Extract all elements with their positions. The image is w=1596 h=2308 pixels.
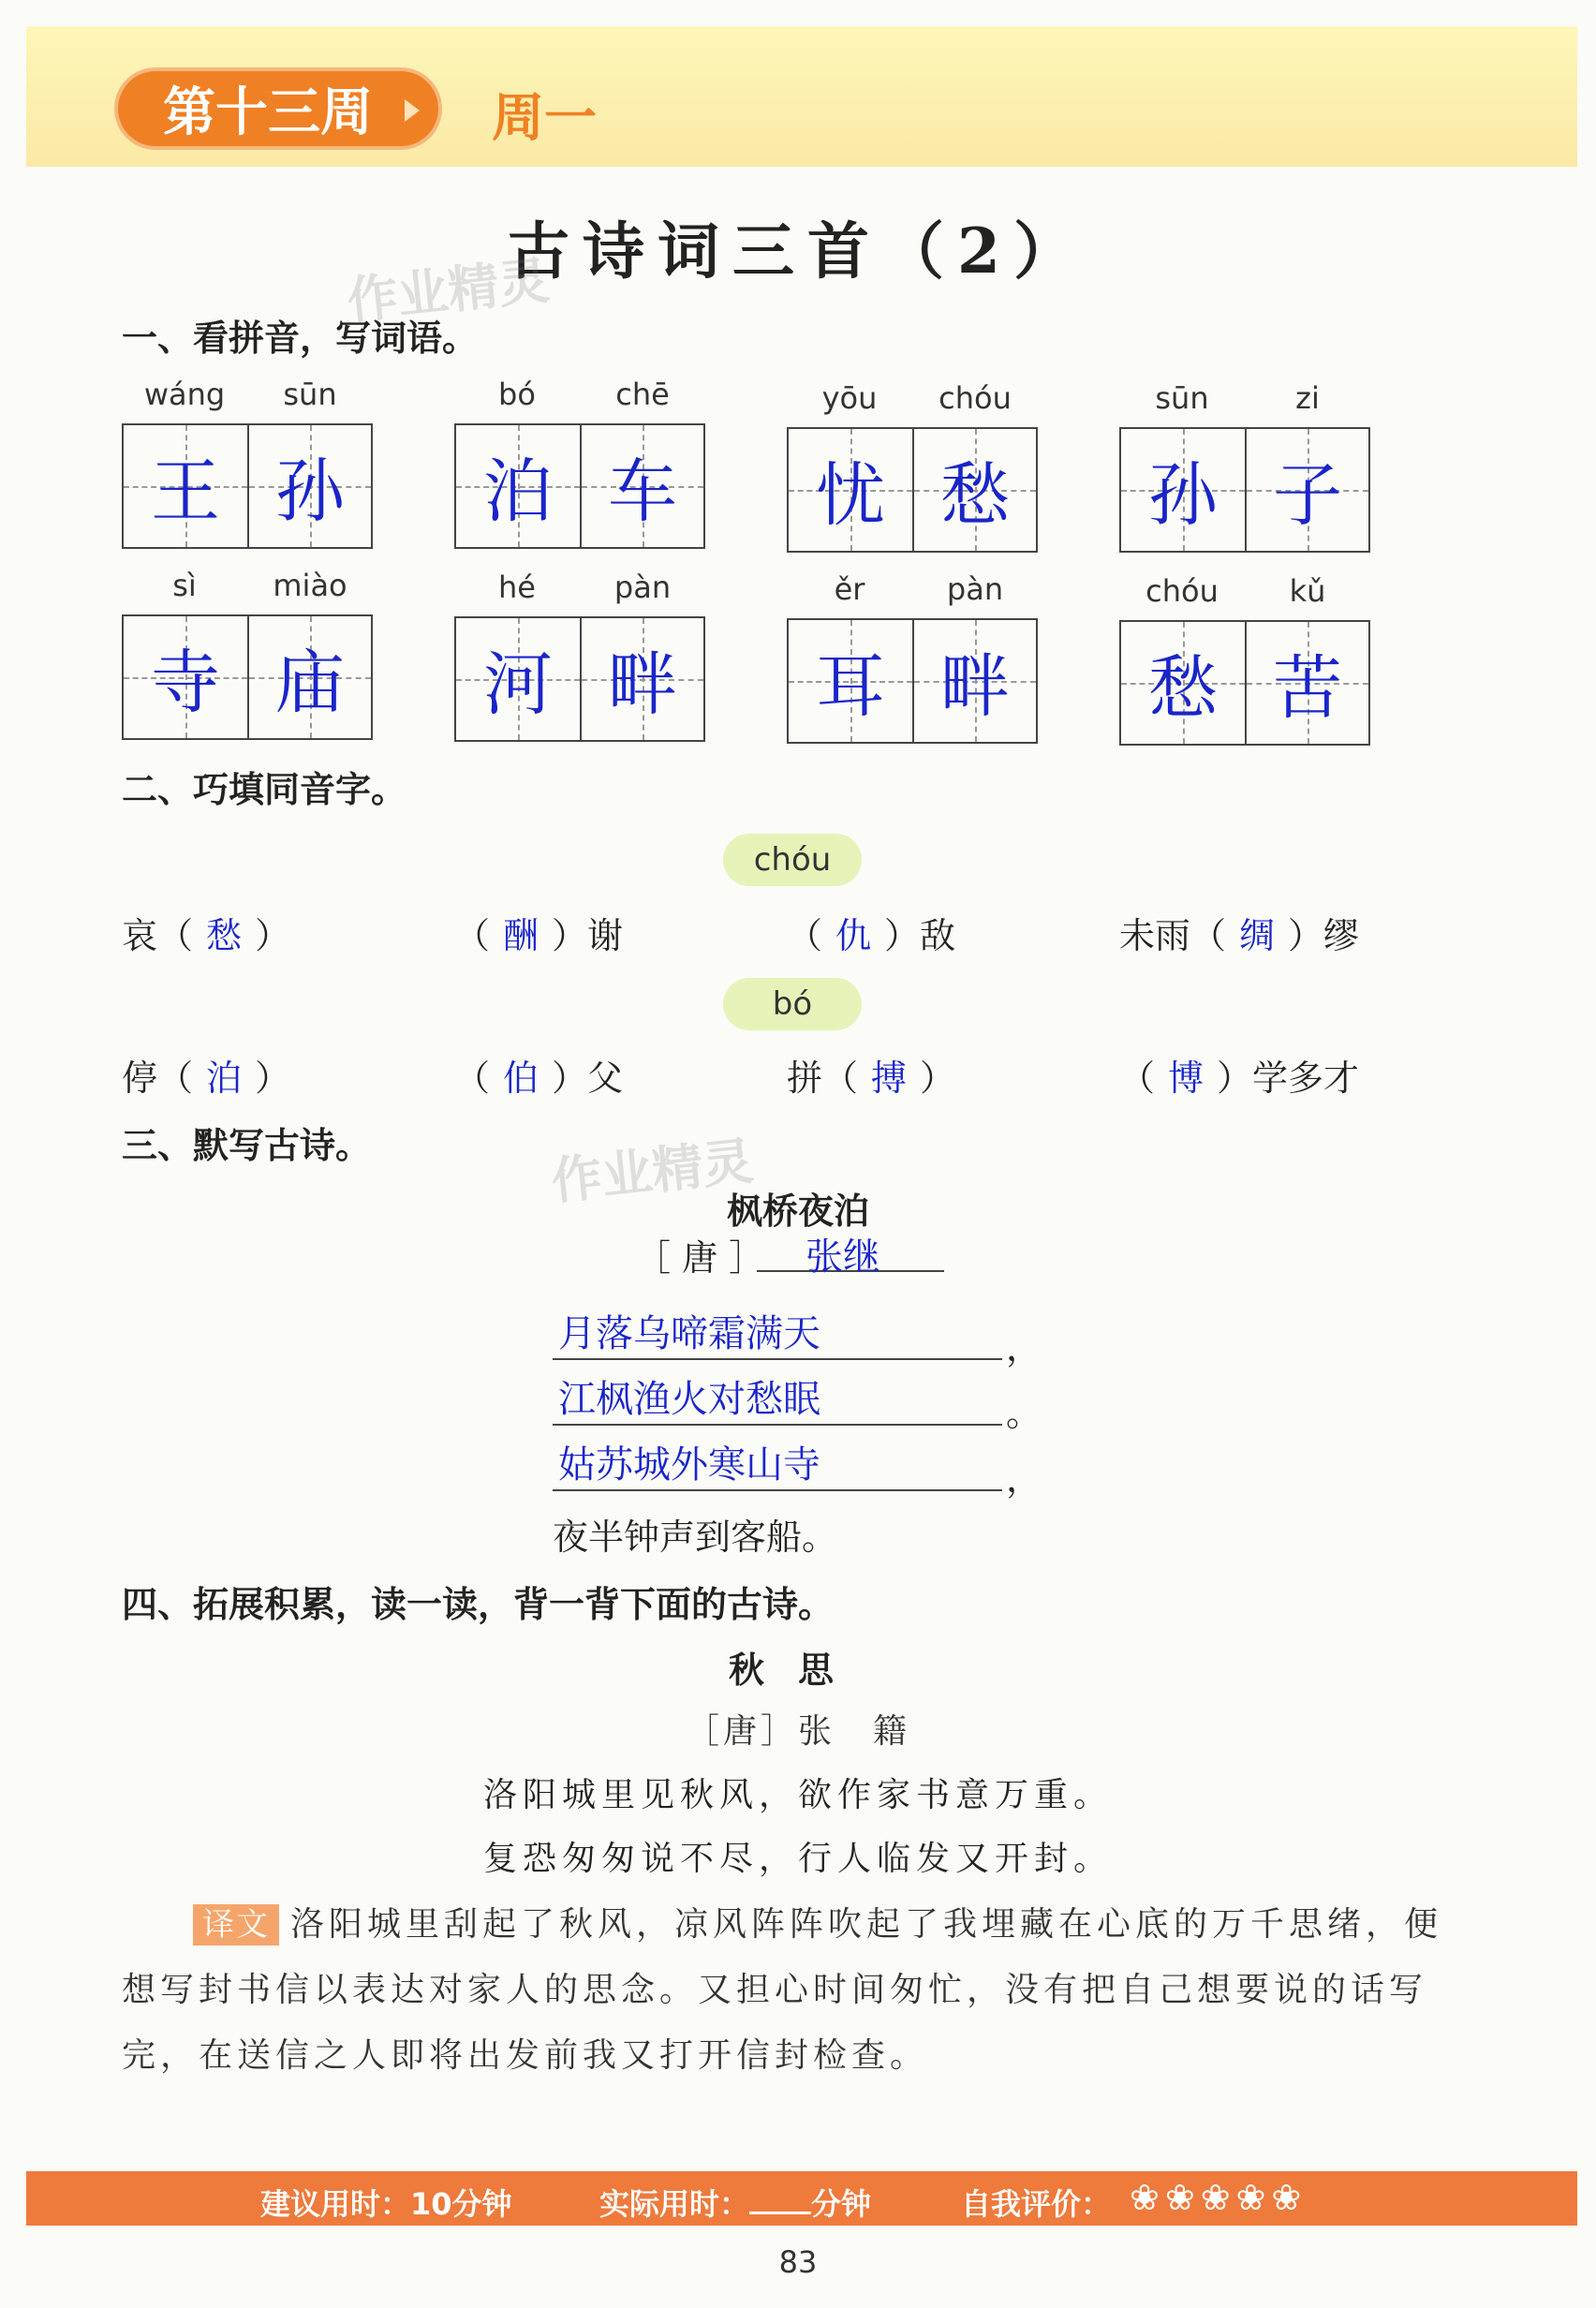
watermark: 作业精灵 bbox=[344, 250, 553, 332]
punctuation: ， bbox=[1006, 1458, 1042, 1500]
word-card bbox=[1119, 380, 1370, 553]
char-box: 孙 bbox=[247, 425, 371, 547]
translation-text: 洛阳城里刮起了秋风，凉风阵阵吹起了我埋藏在心底的万千思绪，便想写封书信以表达对家人的思念。又担心时间匆忙，没有把自己想要说的话写完，在送信之人即将出发前我又打开信封检查。 bbox=[122, 1905, 1443, 2075]
homophone-item: 哀（ 愁 ） bbox=[122, 915, 291, 956]
pinyin: yōu bbox=[821, 380, 878, 416]
answer: 仇 bbox=[835, 915, 872, 956]
char-box: 愁 bbox=[1121, 622, 1245, 744]
watermark: 作业精灵 bbox=[548, 1131, 757, 1212]
pinyin: miào bbox=[273, 568, 347, 603]
flower-icon: ❀ bbox=[1130, 2177, 1160, 2218]
pinyin: kǔ bbox=[1289, 573, 1326, 609]
pinyin: chē bbox=[615, 377, 670, 412]
section1-heading: 一、看拼音，写词语。 bbox=[122, 318, 479, 359]
dynasty: ［ 唐 ］ bbox=[635, 1237, 765, 1279]
punctuation: ， bbox=[1006, 1327, 1042, 1369]
word-card bbox=[122, 377, 373, 549]
day-label: 周一 bbox=[492, 88, 597, 149]
pinyin: pàn bbox=[946, 571, 1004, 607]
poem-title: 枫桥夜泊 bbox=[726, 1191, 869, 1232]
word-card bbox=[454, 377, 705, 549]
word-card bbox=[787, 380, 1038, 553]
answer: 伯 bbox=[503, 1058, 539, 1099]
poem-answer-line: 江枫渔火对愁眠 bbox=[553, 1369, 1002, 1426]
homophone-item: （ 伯 ）父 bbox=[454, 1058, 624, 1099]
answer: 泊 bbox=[206, 1058, 243, 1099]
word-card bbox=[454, 570, 705, 742]
homophone-item: 拼（ 搏 ） bbox=[787, 1058, 956, 1099]
pinyin-oval: bó bbox=[723, 978, 862, 1030]
homophone-item: 未雨（ 绸 ）缪 bbox=[1119, 915, 1360, 956]
char-box: 庙 bbox=[247, 616, 371, 738]
pinyin-oval: chóu bbox=[723, 834, 862, 886]
punctuation: 。 bbox=[1006, 1393, 1042, 1434]
poem-answer-line: 姑苏城外寒山寺 bbox=[553, 1435, 1002, 1491]
pinyin: zi bbox=[1295, 380, 1320, 416]
char-box: 子 bbox=[1245, 429, 1368, 551]
answer: 博 bbox=[1168, 1058, 1204, 1099]
section3-heading: 三、默写古诗。 bbox=[122, 1125, 372, 1166]
homophone-item: （ 博 ）学多才 bbox=[1119, 1058, 1360, 1099]
word-card bbox=[1119, 573, 1370, 746]
homophone-item: （ 仇 ）敌 bbox=[787, 915, 956, 956]
flower-icon: ❀ bbox=[1271, 2177, 1302, 2218]
char-box: 耳 bbox=[789, 620, 912, 742]
pinyin: ěr bbox=[834, 571, 865, 607]
char-box: 忧 bbox=[789, 429, 912, 551]
pinyin: sūn bbox=[283, 377, 337, 412]
poem-last-line: 夜半钟声到客船。 bbox=[553, 1516, 838, 1558]
translation-tag: 译文 bbox=[193, 1904, 279, 1946]
suggested-time: 建议用时：10分钟 bbox=[260, 2186, 512, 2222]
char-box: 畔 bbox=[580, 618, 703, 740]
poem-answer-line: 月落乌啼霜满天 bbox=[553, 1304, 1002, 1360]
homophone-item: 停（ 泊 ） bbox=[122, 1058, 291, 1099]
ext-poem-author: ［唐］张 籍 bbox=[685, 1712, 910, 1751]
char-box: 愁 bbox=[912, 429, 1036, 551]
char-box: 孙 bbox=[1121, 429, 1245, 551]
char-box: 泊 bbox=[456, 425, 580, 547]
pinyin: sūn bbox=[1155, 380, 1209, 416]
section4-heading: 四、拓展积累，读一读，背一背下面的古诗。 bbox=[122, 1584, 835, 1625]
page-title: 古诗词三首（2） bbox=[508, 215, 1088, 288]
char-box: 河 bbox=[456, 618, 580, 740]
char-box: 王 bbox=[124, 425, 247, 547]
pinyin: pàn bbox=[613, 570, 672, 605]
flower-icon: ❀ bbox=[1164, 2177, 1195, 2218]
actual-time: 实际用时： 分钟 bbox=[599, 2186, 872, 2222]
pinyin: sì bbox=[172, 568, 197, 603]
char-box: 车 bbox=[580, 425, 703, 547]
pinyin: bó bbox=[498, 377, 536, 412]
pinyin: chóu bbox=[1145, 573, 1219, 609]
char-box: 寺 bbox=[124, 616, 247, 738]
pinyin: hé bbox=[498, 570, 536, 605]
pinyin: wáng bbox=[143, 377, 226, 412]
answer: 酬 bbox=[503, 915, 539, 956]
flower-icon: ❀ bbox=[1200, 2177, 1231, 2218]
char-box: 畔 bbox=[912, 620, 1036, 742]
word-card bbox=[122, 568, 373, 740]
pinyin: chóu bbox=[938, 380, 1012, 416]
footer-band bbox=[26, 2171, 1577, 2226]
self-eval-label: 自我评价： bbox=[961, 2186, 1112, 2222]
arrow-right-icon bbox=[405, 99, 420, 122]
page-number: 83 bbox=[778, 2244, 818, 2280]
week-badge bbox=[114, 67, 442, 150]
ext-poem-line: 洛阳城里见秋风，欲作家书意万重。 bbox=[482, 1776, 1113, 1814]
author-answer: 张继 bbox=[757, 1227, 944, 1272]
time-blank bbox=[749, 2187, 811, 2214]
week-label: 第十三周 bbox=[163, 82, 373, 143]
section2-heading: 二、巧填同音字。 bbox=[122, 769, 407, 810]
ext-poem-title: 秋思 bbox=[728, 1650, 867, 1691]
homophone-item: （ 酬 ）谢 bbox=[454, 915, 624, 956]
flower-icon: ❀ bbox=[1235, 2177, 1266, 2218]
ext-poem-line: 复恐匆匆说不尽，行人临发又开封。 bbox=[482, 1840, 1113, 1878]
translation bbox=[122, 1892, 1470, 2089]
answer: 愁 bbox=[206, 915, 243, 956]
answer: 绸 bbox=[1239, 915, 1276, 956]
answer: 搏 bbox=[871, 1058, 908, 1099]
char-box: 苦 bbox=[1245, 622, 1368, 744]
word-card bbox=[787, 571, 1038, 744]
rating-stars bbox=[1130, 2179, 1301, 2216]
